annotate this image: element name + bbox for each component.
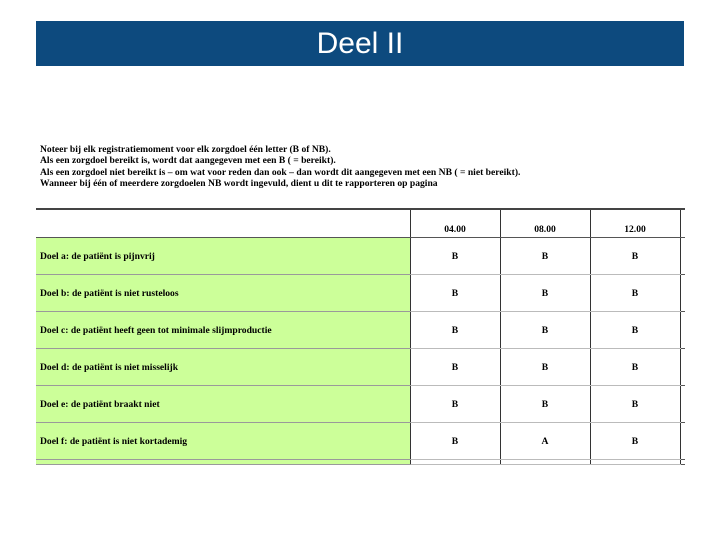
goal-label: Doel f: de patiënt is niet kortademig	[36, 423, 410, 460]
goal-mark-cell-empty	[590, 460, 680, 465]
slide-title-bar	[36, 21, 684, 66]
row-edge-cell	[680, 460, 685, 465]
instructions-text	[40, 144, 680, 190]
goal-mark-cell[interactable]: B	[410, 275, 500, 312]
goal-mark-cell[interactable]: B	[590, 238, 680, 275]
goal-mark-cell[interactable]: B	[500, 238, 590, 275]
goal-mark-cell[interactable]: B	[500, 386, 590, 423]
table-row	[36, 275, 685, 312]
header-edge-cell	[680, 209, 685, 238]
goal-mark-cell[interactable]: B	[590, 386, 680, 423]
instruction-line: Noteer bij elk registratiemoment voor elk zorgdoel één letter (B of NB).	[40, 144, 331, 155]
goal-mark-cell[interactable]: B	[590, 312, 680, 349]
goal-mark-cell[interactable]: B	[590, 275, 680, 312]
row-edge-cell	[680, 349, 685, 386]
column-header-0400: 04.00	[410, 209, 500, 238]
column-header-0800: 08.00	[500, 209, 590, 238]
table-row	[36, 386, 685, 423]
goal-mark-cell[interactable]: B	[500, 349, 590, 386]
goal-label: Doel d: de patiënt is niet misselijk	[36, 349, 410, 386]
header-corner-cell	[36, 209, 410, 238]
instruction-line: Als een zorgdoel bereikt is, wordt dat aangegeven met een B ( = bereikt).	[40, 155, 336, 167]
goal-label: Doel c: de patiënt heeft geen tot minimale slijmproductie	[36, 312, 410, 349]
goal-mark-cell[interactable]: B	[410, 386, 500, 423]
row-edge-cell	[680, 312, 685, 349]
goal-mark-cell[interactable]: B	[590, 423, 680, 460]
row-edge-cell	[680, 275, 685, 312]
goal-mark-cell[interactable]: B	[410, 423, 500, 460]
goal-mark-cell-empty	[500, 460, 590, 465]
goal-label: Doel b: de patiënt is niet rusteloos	[36, 275, 410, 312]
slide-title: Deel II	[316, 26, 404, 60]
goal-mark-cell[interactable]: B	[410, 349, 500, 386]
goal-mark-cell[interactable]: B	[410, 312, 500, 349]
table-row	[36, 312, 685, 349]
table-row	[36, 238, 685, 275]
goal-mark-cell[interactable]: B	[500, 275, 590, 312]
column-header-1200: 12.00	[590, 209, 680, 238]
goal-mark-cell-empty	[410, 460, 500, 465]
row-edge-cell	[680, 238, 685, 275]
goal-mark-cell[interactable]: B	[410, 238, 500, 275]
goal-mark-cell[interactable]: B	[590, 349, 680, 386]
goal-mark-cell[interactable]: A	[500, 423, 590, 460]
table-row	[36, 349, 685, 386]
goal-label-empty	[36, 460, 410, 465]
goal-mark-cell[interactable]: B	[500, 312, 590, 349]
table-row-cut-off	[36, 460, 685, 465]
instruction-line: Wanneer bij één of meerdere zorgdoelen NB wordt ingevuld, dient u dit te rapporteren op pagina	[40, 178, 438, 190]
goal-label: Doel e: de patiënt braakt niet	[36, 386, 410, 423]
instruction-line: Als een zorgdoel niet bereikt is – om wat voor reden dan ook – dan wordt dit aangegeven met een NB ( = niet bereikt).	[40, 166, 521, 178]
row-edge-cell	[680, 423, 685, 460]
row-edge-cell	[680, 386, 685, 423]
goal-label: Doel a: de patiënt is pijnvrij	[36, 238, 410, 275]
table-row	[36, 423, 685, 460]
care-goals-table	[36, 208, 685, 465]
table-header-row	[36, 209, 685, 238]
